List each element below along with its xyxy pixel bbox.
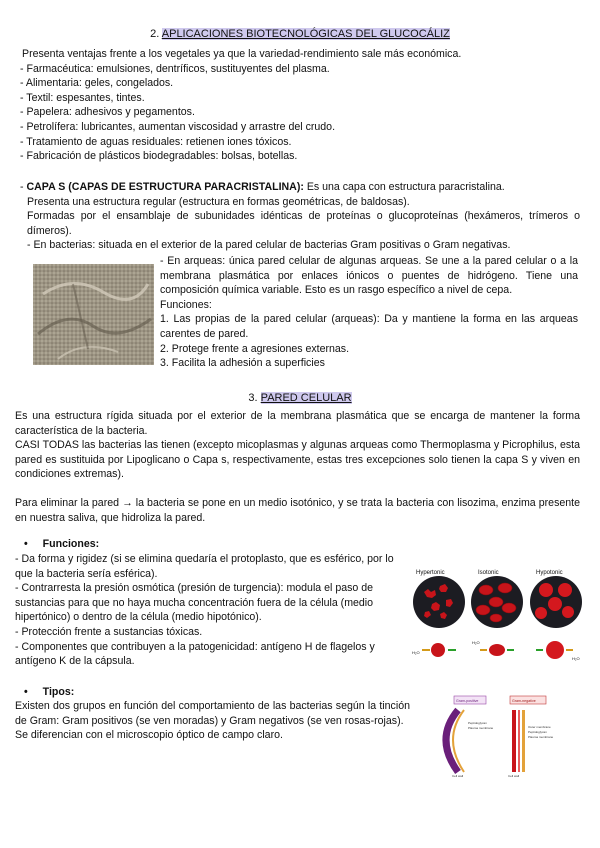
gram-negative-membrane [522,710,525,772]
section-2-title: APLICACIONES BIOTECNOLÓGICAS DEL GLUCOCÁLIZ [161,28,450,40]
water-label: H₂O [472,640,480,645]
capa-s-arqueas-block [160,254,578,371]
gram-negative-peptidoglycan [518,710,520,772]
gram-label: Outer membrane [528,725,551,729]
list-item: - Protección frente a sustancias tóxicas. [15,625,203,638]
bullet-icon: • [24,538,28,550]
section-3-body [15,409,580,525]
section-3-heading [0,391,600,406]
list-item: - Farmacéutica: emulsiones, dentríficos, sustituyentes del plasma. [20,62,330,75]
list-item: - Contrarresta la presión osmótica (presión de turgencia): modula el paso de sustancias para que no haya mucha concentración fuera de la célula (medio hipertónico) o dentro de la célula (medio hipotónico). [15,582,374,624]
bullet-icon: • [24,686,28,698]
list-item: 3. Facilita la adhesión a superficies [160,357,325,370]
capa-s-line1: Presenta una estructura regular (estructura en formas geométricas, de baldosas). [27,195,410,208]
gram-label: Cell wall [508,774,520,778]
tonicity-label: Isotonic [478,570,499,576]
list-item: - Tratamiento de aguas residuales: retienen iones tóxicos. [20,135,292,148]
capa-s-arqueas: - En arqueas: única pared celular de algunas arqueas. Se une a la pared celular o a la membrana plasmática por enlaces iónicos o puentes de hidrógeno. Tiene una composición química variable. Esto es un rasgo específico a nivel de cepa. [160,255,578,297]
gram-label: Peptidoglycan [528,730,547,734]
section-2-number: 2. [150,28,160,40]
dash: - [20,181,27,193]
tipos-p1: Existen dos grupos en función del comportamiento de las bacterias según la tinción de Gram: Gram positivos (se ven moradas) y Gram negativos (se ven rosas-rojas). [15,700,410,727]
section-2-body [22,47,582,164]
tipos-title: Tipos: [42,686,75,698]
s-layer-micrograph [33,264,154,365]
tonicity-label: Hypotonic [536,570,563,576]
section-3-p2: CASI TODAS las bacterias las tienen (excepto micoplasmas y algunas arqueas como Thermoplasma y Picrophilus, esta pared es sustituida por Lipoglicano o Capa s, respectivamente, estas tres excepciones solo tienen la capa S y viven en condiciones extremas). [15,439,580,481]
capa-s-title-line [20,180,582,195]
tipos-heading [24,685,74,700]
list-item: - Papelera: adhesivos y pegamentos. [20,106,195,119]
list-item: - Petrolífera: lubricantes, aumentan viscosidad y arrastre del crudo. [20,120,336,133]
cell-icon [489,644,505,656]
gram-label: Plasma membrane [528,735,554,739]
s-layer-micrograph-image [33,264,154,365]
tonicity-label: Hypertonic [416,570,445,576]
capa-s-bacterias: - En bacterias: situada en el exterior de la pared celular de bacterias Gram positivas o Gram negativas. [27,239,511,252]
tonicity-figure [410,566,585,666]
funciones-title: Funciones: [42,538,100,550]
water-label: H₂O [412,650,420,655]
cell-icon [431,643,445,657]
capa-s-title: CAPA S (CAPAS DE ESTRUCTURA PARACRISTALINA): [26,181,304,193]
gram-wall-illustration [428,694,584,780]
list-item: 1. Las propias de la pared celular (arqueas): Da y mantiene la forma en las arqueas carentes de pared. [160,313,578,340]
hypertonic-dish [413,576,465,628]
funciones-heading [24,537,99,552]
capa-s-title-rest: Es una capa con estructura paracristalina. [303,181,505,193]
list-item: 2. Protege frente a agresiones externas. [160,342,350,355]
capa-s-funciones-title: Funciones: [160,298,212,311]
section-3-p1: Es una estructura rígida situada por el exterior de la membrana plasmática que se encarga de mantener la forma característica de la bacteria. [15,410,580,437]
section-2-intro: Presenta ventajas frente a los vegetales ya que la variedad-rendimiento sale más económica. [22,48,462,60]
cell-icon [546,641,564,659]
gram-negative-label: Gram-negative [512,699,536,703]
funciones-list [15,552,397,669]
gram-label: Cell wall [452,774,464,778]
capa-s-line2: Formadas por el ensamblaje de subunidades idénticas de proteínas o glucoproteínas (hexámeros, trímeros o dímeros). [27,210,580,237]
tonicity-illustration [410,566,585,666]
water-label: H₂O [572,656,580,661]
gram-wall-figure [428,694,584,780]
gram-label: Peptidoglycan [468,721,487,725]
gram-negative-outer [512,710,516,772]
gram-positive-label: Gram-positive [456,699,479,703]
tipos-p2: Se diferencian con el microscopio óptico de campo claro. [15,729,283,742]
section-3-p3: Para eliminar la pared → la bacteria se pone en un medio isotónico, y se trata la bacteria con lisozima, enzima presente en nuestra saliva, que hidroliza la pared. [15,496,580,524]
gram-label: Plasma membrane [468,726,494,730]
list-item: - Textil: espesantes, tintes. [20,91,145,104]
list-item: - Da forma y rigidez (si se elimina quedaría el protoplasto, que es esférico, por lo que la bacteria sería esférica). [15,553,394,580]
list-item: - Fabricación de plásticos biodegradables: bolsas, botellas. [20,150,298,163]
tipos-body [15,699,410,743]
capa-s-section [20,180,582,253]
section-3-number: 3. [248,392,258,404]
section-2-heading [0,27,600,42]
list-item: - Alimentaria: geles, congelados. [20,77,174,90]
section-3-title: PARED CELULAR [260,392,352,404]
list-item: - Componentes que contribuyen a la patogenicidad: antígeno H de flagelos y antígeno K de la cápsula. [15,640,375,668]
